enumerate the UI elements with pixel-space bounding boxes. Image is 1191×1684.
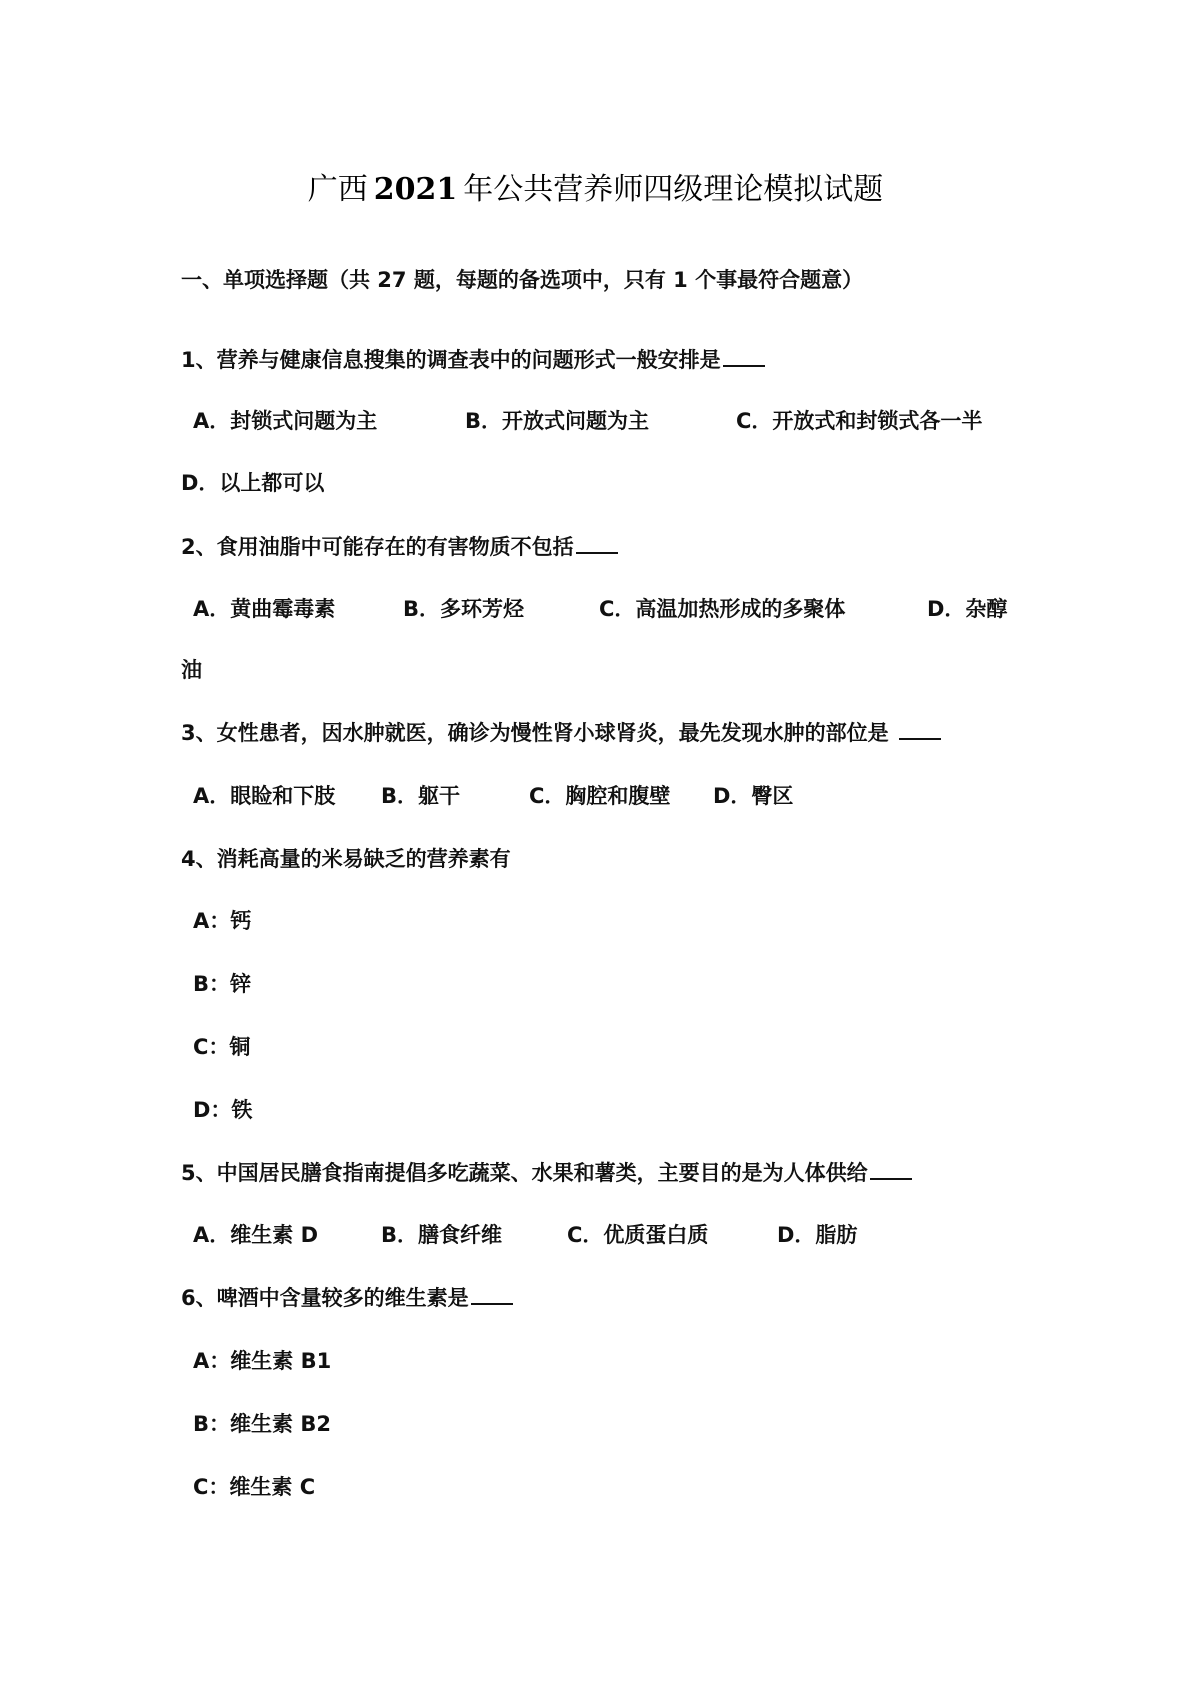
option-6a: A：维生素 B1 xyxy=(193,1349,332,1373)
question-3-stem xyxy=(181,718,941,748)
option-1c: C．开放式和封锁式各一半 xyxy=(736,409,983,433)
question-4-stem: 4、消耗高量的米易缺乏的营养素有 xyxy=(181,847,511,871)
question-2-options-row xyxy=(193,594,1023,624)
option-5a: A．维生素 D xyxy=(193,1223,318,1247)
option-6b: B：维生素 B2 xyxy=(193,1412,331,1436)
option-2d: D．杂醇 xyxy=(927,597,1008,621)
question-3-text: 3、女性患者，因水肿就医，确诊为慢性肾小球肾炎，最先发现水肿的部位是 xyxy=(181,721,889,745)
option-3d: D．臀区 xyxy=(713,784,794,808)
question-5-text: 5、中国居民膳食指南提倡多吃蔬菜、水果和薯类，主要目的是为人体供给 xyxy=(181,1161,868,1185)
option-1d: D．以上都可以 xyxy=(181,471,325,495)
option-2c: C．高温加热形成的多聚体 xyxy=(599,597,846,621)
option-4c: C：铜 xyxy=(193,1035,251,1059)
question-3-options-row xyxy=(193,781,893,811)
question-2-text: 2、食用油脂中可能存在的有害物质不包括 xyxy=(181,535,574,559)
answer-blank xyxy=(723,345,765,367)
option-2b: B．多环芳烃 xyxy=(403,597,525,621)
question-1-text: 1、营养与健康信息搜集的调查表中的问题形式一般安排是 xyxy=(181,348,721,372)
option-5d: D．脂肪 xyxy=(777,1223,858,1247)
option-1b: B．开放式问题为主 xyxy=(465,409,650,433)
question-2-stem xyxy=(181,532,618,562)
option-4a: A：钙 xyxy=(193,909,252,933)
question-5-stem xyxy=(181,1158,912,1188)
question-1-options-row xyxy=(193,406,1023,436)
answer-blank xyxy=(471,1283,513,1305)
section-heading: 一、单项选择题（共 27 题，每题的备选项中，只有 1 个事最符合题意） xyxy=(181,268,864,292)
option-1a: A．封锁式问题为主 xyxy=(193,409,378,433)
title-suffix: 年公共营养师四级理论模拟试题 xyxy=(463,172,884,207)
option-6c: C：维生素 C xyxy=(193,1475,316,1499)
option-5b: B．膳食纤维 xyxy=(381,1223,503,1247)
option-5c: C．优质蛋白质 xyxy=(567,1223,709,1247)
option-2d-continuation: 油 xyxy=(181,658,202,682)
question-6-stem xyxy=(181,1283,513,1313)
option-3a: A．眼睑和下肢 xyxy=(193,784,336,808)
title-prefix: 广西 xyxy=(307,172,368,207)
answer-blank xyxy=(899,718,941,740)
option-3c: C．胸腔和腹壁 xyxy=(529,784,671,808)
question-1-stem xyxy=(181,345,765,375)
document-title xyxy=(0,170,1191,210)
option-3b: B．躯干 xyxy=(381,784,461,808)
option-4d: D：铁 xyxy=(193,1098,253,1122)
option-4b: B：锌 xyxy=(193,972,252,996)
answer-blank xyxy=(576,532,618,554)
option-2a: A．黄曲霉毒素 xyxy=(193,597,336,621)
title-year: 2021 xyxy=(373,172,458,207)
question-6-text: 6、啤酒中含量较多的维生素是 xyxy=(181,1286,469,1310)
answer-blank xyxy=(870,1158,912,1180)
question-5-options-row xyxy=(193,1220,893,1250)
